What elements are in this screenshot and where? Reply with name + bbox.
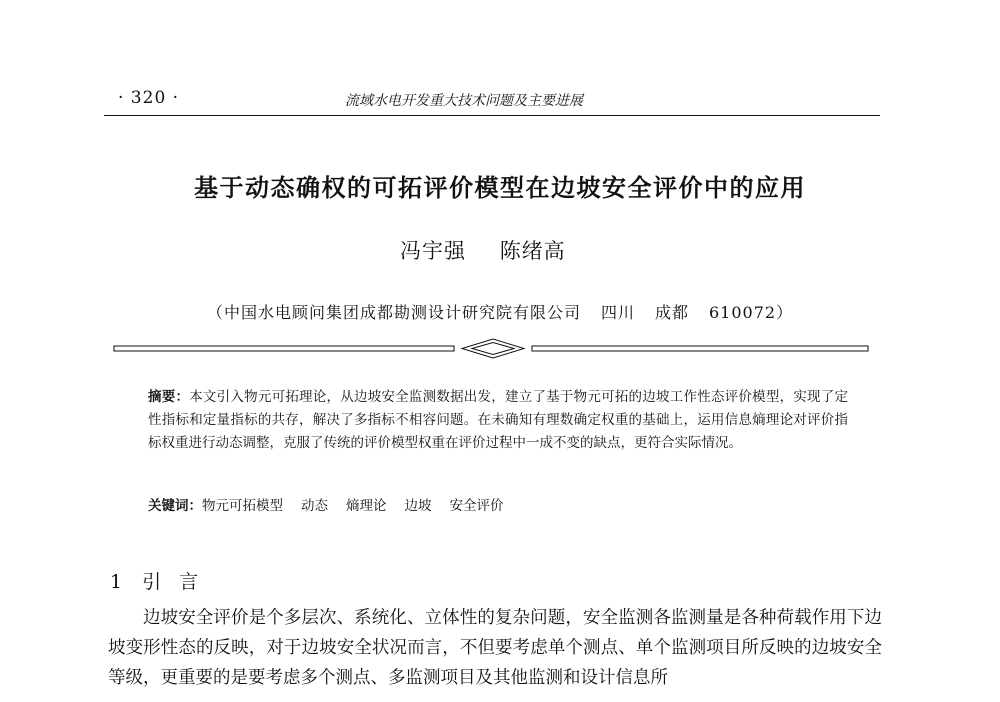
separator-diamond-inner <box>472 343 514 355</box>
running-head: 流域水电开发重大技术问题及主要进展 <box>345 93 583 109</box>
affiliation-postcode: 610072 <box>708 303 777 322</box>
section-heading <box>110 567 216 594</box>
header-rule <box>104 115 880 116</box>
affiliation-org: 中国水电顾问集团成都勘测设计研究院有限公司 <box>223 303 581 322</box>
page-number: · 320 · <box>118 88 180 108</box>
keyword-item: 安全评价 <box>449 498 504 514</box>
affiliation-city: 成都 <box>654 303 689 322</box>
author-2: 陈绪高 <box>499 239 566 263</box>
author-1: 冯宇强 <box>400 239 466 263</box>
abstract-text: 本文引入物元可拓理论，从边坡安全监测数据出发，建立了基于物元可拓的边坡工作性态评价模型，实现了定性指标和定量指标的共存，解决了多指标不相容问题。在未确知有理数确定权重的基础上，运用信息熵理论对评价指标权重进行动态调整，克服了传统的评价模型权重在评价过程中一成不变的缺点，更符合实际情况。 <box>148 389 849 451</box>
keywords <box>148 494 522 514</box>
abstract-label: 摘要： <box>148 389 190 405</box>
keyword-item: 物元可拓模型 <box>202 498 283 514</box>
affiliation-open: （ <box>206 303 224 322</box>
section-title: 引言 <box>142 571 217 593</box>
intro-paragraph: 边坡安全评价是个多层次、系统化、立体性的复杂问题，安全监测各监测量是各种荷载作用下边坡变形性态的反映，对于边坡安全状况而言，不但要考虑单个测点、单个监测项目所反映的边坡安全等级，更重要的是要考虑多个测点、多监测项目及其他监测和设计信息所 <box>108 608 882 688</box>
ornamental-separator <box>112 338 872 360</box>
abstract <box>148 386 848 454</box>
affiliation <box>0 300 1000 323</box>
keyword-item: 动态 <box>301 498 328 514</box>
separator-left-bar <box>114 346 454 351</box>
paper-title: 基于动态确权的可拓评价模型在边坡安全评价中的应用 <box>194 174 806 202</box>
keyword-item: 熵理论 <box>346 498 387 514</box>
keywords-label: 关键词： <box>148 498 202 514</box>
section-number: 1 <box>110 571 125 593</box>
separator-right-bar <box>532 346 868 351</box>
authors <box>400 235 566 265</box>
affiliation-province: 四川 <box>600 303 635 322</box>
affiliation-close: ） <box>776 303 794 322</box>
keyword-item: 边坡 <box>404 498 432 514</box>
